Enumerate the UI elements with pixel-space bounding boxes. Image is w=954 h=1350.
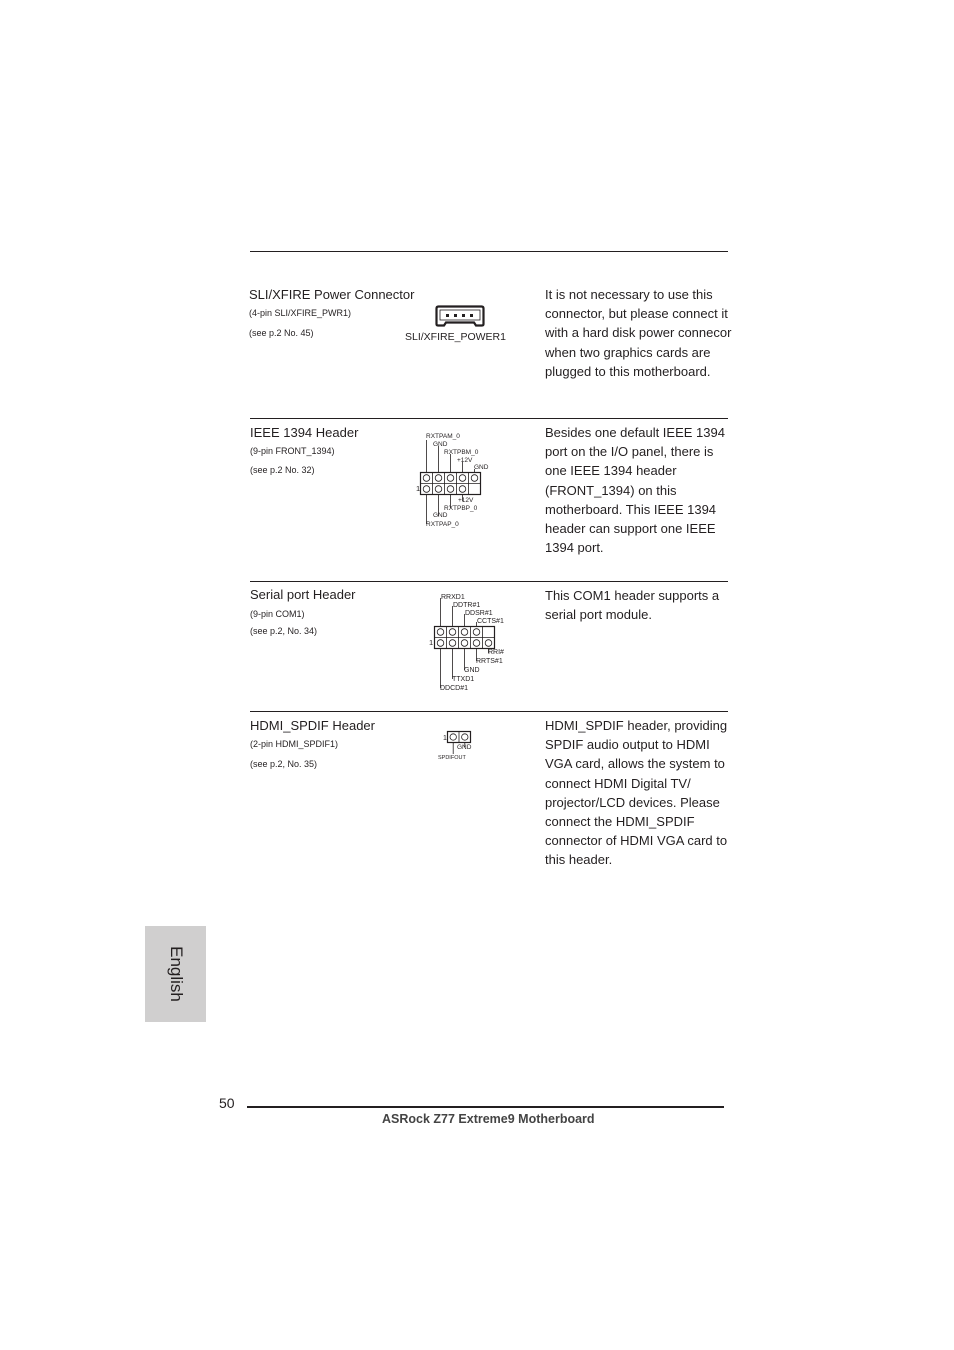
ieee1394-pin-diagram [410, 428, 500, 530]
see-reference: (see p.2 No. 32) [250, 465, 315, 475]
pin-label: +12V [457, 457, 473, 464]
see-reference: (see p.2, No. 34) [250, 626, 318, 636]
power-connector-diagram [435, 305, 485, 327]
com1-pin-diagram [424, 588, 514, 692]
pin-label: GND [457, 744, 472, 751]
section-title: Serial port Header [250, 587, 356, 602]
pin-label: DDSR#1 [465, 610, 493, 617]
top-divider [250, 251, 728, 252]
pin-label: DDTR#1 [453, 602, 481, 609]
see-reference: (see p.2, No. 35) [250, 759, 318, 769]
pin-label: TTXD1 [452, 676, 475, 683]
pin-label: GND [464, 667, 480, 674]
pin-label: DDCD#1 [440, 685, 469, 692]
section-description: This COM1 header supports a serial port module. [545, 588, 720, 623]
section-divider [250, 581, 728, 582]
pin-label: RXTPAM_0 [426, 433, 460, 440]
section-title: SLI/XFIRE Power Connector [249, 287, 415, 302]
pin-label: RXTPAP_0 [426, 521, 459, 528]
pin-info: (9-pin COM1) [250, 609, 305, 619]
pin-info: (9-pin FRONT_1394) [250, 446, 335, 456]
pin-label: RRTS#1 [476, 658, 503, 665]
hdmi-spdif-pin-diagram [430, 728, 490, 764]
page-number: 50 [219, 1095, 235, 1111]
pin1-marker: 1 [416, 484, 421, 493]
language-tab [145, 926, 206, 1022]
pin-label: RXTPBM_0 [444, 449, 479, 456]
footer-text: ASRock Z77 Extreme9 Motherboard [382, 1112, 595, 1126]
pin-info: (2-pin HDMI_SPDIF1) [250, 739, 339, 749]
pin-label: RRXD1 [441, 594, 465, 601]
section-title: IEEE 1394 Header [250, 425, 359, 440]
section-divider [250, 711, 728, 712]
language-tab-label: English [166, 946, 186, 1002]
diagram-label: SLI/XFIRE_POWER1 [405, 331, 506, 343]
pin-info: (4-pin SLI/XFIRE_PWR1) [249, 308, 352, 318]
section-description: Besides one default IEEE 1394 port on the I/O panel, there is one IEEE 1394 header (FRONT_1394) on this motherboard. This IEEE 1394 header can support one IEEE 1394 port. [545, 425, 725, 556]
see-reference: (see p.2 No. 45) [249, 328, 314, 338]
section-description: HDMI_SPDIF header, providing SPDIF audio output to HDMI VGA card, allows the system to connect HDMI Digital TV/ projector/LCD devices. Please connect the HDMI_SPDIF connector of HDMI VGA card to this header. [545, 718, 728, 868]
pin1-marker: 1 [429, 638, 434, 647]
pin-label: GND [433, 441, 448, 448]
pin-label: +12V [458, 497, 474, 504]
section-description: It is not necessary to use this connector, but please connect it with a hard disk power connecor when two graphics cards are plugged to this motherboard. [545, 287, 732, 379]
pin-label: RXTPBP_0 [444, 505, 478, 512]
pin-label: RRI# [488, 649, 504, 656]
pin-label: SPDIFOUT [438, 755, 466, 761]
footer-rule [247, 1106, 724, 1108]
section-divider [250, 418, 728, 419]
pin-label: GND [433, 512, 448, 519]
pin-label: CCTS#1 [477, 618, 504, 625]
pin1-marker: 1 [443, 735, 447, 742]
section-title: HDMI_SPDIF Header [250, 718, 375, 733]
pin-label: GND [474, 464, 489, 471]
